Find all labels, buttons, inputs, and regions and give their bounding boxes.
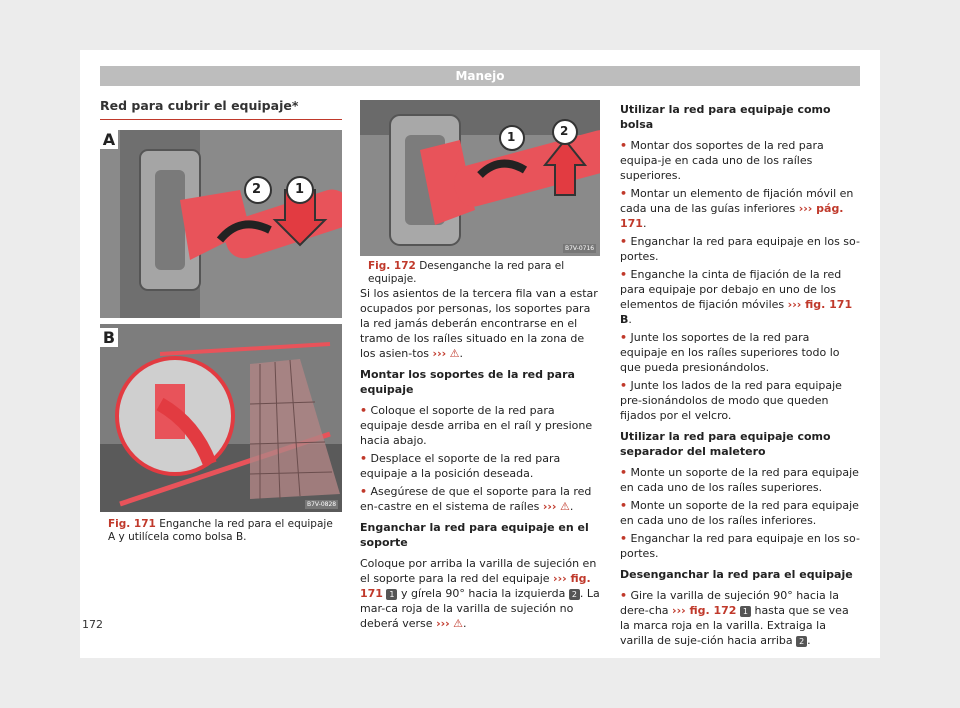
callout-2: 2 <box>560 124 569 138</box>
list-item: • Gire la varilla de sujeción 90° hacia la dere-cha ››› fig. 172 1 hasta que se vea la marca roja en la varilla. Extraiga la varilla de suje-ción hacia arriba 2 . <box>620 589 849 647</box>
page-number: 172 <box>82 618 103 631</box>
step-badge: 1 <box>740 606 751 617</box>
list-item: • Asegúrese de que el soporte para la red en-castre en el sistema de raíles ››› ⚠. <box>360 485 592 513</box>
figure-171-number: Fig. 171 <box>108 518 156 530</box>
figure-link[interactable]: ››› fig. 171 <box>787 298 853 311</box>
callout-1: 1 <box>507 130 516 144</box>
list-item: • Monte un soporte de la red para equipaje en cada uno de los raíles superiores. <box>620 466 859 494</box>
warning-icon[interactable]: ⚠ <box>559 500 570 513</box>
list-item: • Enganchar la red para equipaje en los so-portes. <box>620 235 860 263</box>
list-item: • Desplace el soporte de la red para equipaje a la posición deseada. <box>360 452 561 480</box>
list-item: • Enganchar la red para equipaje en los so-portes. <box>620 532 860 560</box>
figure-172 <box>360 100 600 256</box>
list-item: • Montar dos soportes de la red para equipa-je en cada uno de los raíles superiores. <box>620 139 824 182</box>
intro-paragraph: Si los asientos de la tercera fila van a estar ocupados por personas, los soportes para la red jamás deberán encontrarse en el tramo de los raíles situado en la zona de los asien-tos ››› ⚠. <box>360 287 598 360</box>
section-title: Red para cubrir el equipaje* <box>100 98 299 113</box>
step-badge: 1 <box>386 589 397 600</box>
figure-171-a <box>100 130 342 318</box>
heading-hook: Enganchar la red para equipaje en el soporte <box>360 521 589 549</box>
heading-separator: Utilizar la red para equipaje como separador del maletero <box>620 430 831 458</box>
figure-172-code: B7V-0716 <box>565 245 595 252</box>
figure-172-number: Fig. 172 <box>368 260 416 272</box>
warning-icon[interactable]: ⚠ <box>449 347 460 360</box>
figure-label-b: B <box>100 328 118 347</box>
callout-1: 1 <box>295 182 305 197</box>
step-badge: 2 <box>796 636 807 647</box>
list-item: • Montar un elemento de fijación móvil en cada una de las guías inferiores ››› pág. 171. <box>620 187 854 230</box>
heading-bag: Utilizar la red para equipaje como bolsa <box>620 103 831 131</box>
heading-mount: Montar los soportes de la red para equipaje <box>360 368 575 396</box>
figure-171-b <box>100 324 342 512</box>
warning-icon[interactable]: ⚠ <box>453 617 464 630</box>
page-link[interactable]: ››› pág. 171 <box>620 202 844 230</box>
figure-172-caption <box>368 260 600 286</box>
figure-label-a: A <box>100 130 118 149</box>
figure-link[interactable]: ››› fig. 172 <box>672 604 737 617</box>
figure-171-code: B7V-0828 <box>307 501 337 508</box>
heading-unhook: Desenganchar la red para el equipaje <box>620 568 853 581</box>
title-rule <box>100 119 342 120</box>
figure-172-caption-text: Desenganche la red para el equipaje. <box>368 260 565 285</box>
figure-171-caption-text: Enganche la red para el equipaje A y utilícela como bolsa B. <box>108 518 333 543</box>
list-item: • Enganche la cinta de fijación de la red para equipaje por debajo en uno de los elementos de fijación móviles ››› fig. 171 B. <box>620 268 853 326</box>
figure-171-caption <box>108 518 338 544</box>
list-item: • Monte un soporte de la red para equipaje en cada uno de los raíles inferiores. <box>620 499 859 527</box>
list-item: • Junte los soportes de la red para equipaje en los raíles superiores todo lo que pueda presionándolos. <box>620 331 840 374</box>
right-column <box>620 100 860 651</box>
middle-column <box>360 286 600 637</box>
hook-paragraph: Coloque por arriba la varilla de sujeción en el soporte para la red del equipaje ››› fig. 171 1 y gírela 90° hacia la izquierda 2 . La mar-ca roja de la varilla de sujeción no deberá verse ››› ⚠. <box>360 557 600 630</box>
step-badge: 2 <box>569 589 580 600</box>
figure-link[interactable]: ››› fig. 171 <box>360 572 591 600</box>
list-item: • Coloque el soporte de la red para equipaje desde arriba en el raíl y presione hacia abajo. <box>360 404 593 447</box>
section-header: Manejo <box>100 66 860 86</box>
callout-2: 2 <box>252 182 262 197</box>
list-item: • Junte los lados de la red para equipaje pre-sionándolos de modo que queden fijados por el velcro. <box>620 379 842 422</box>
